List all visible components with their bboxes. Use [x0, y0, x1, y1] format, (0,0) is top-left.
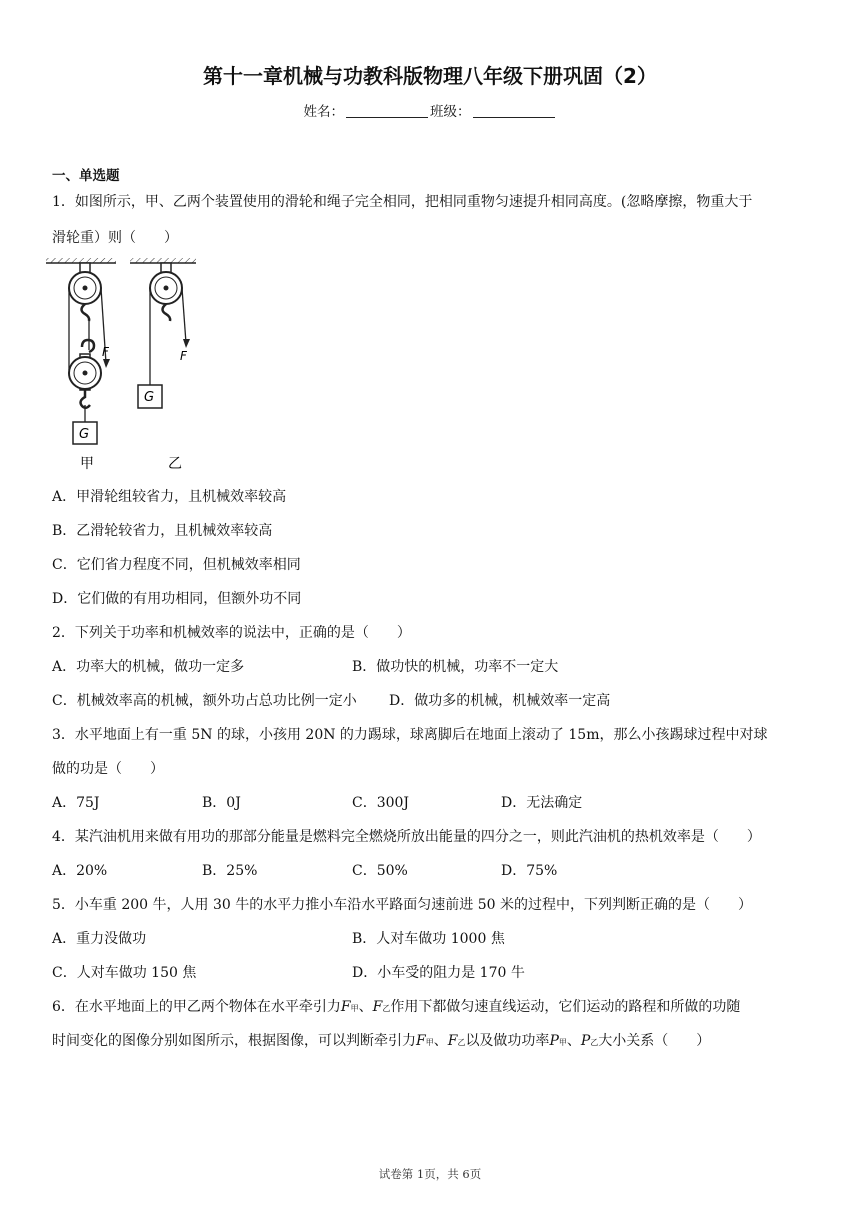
q3-stem-line2: 做的功是（ ）	[52, 761, 164, 777]
figure-label-b: 乙	[168, 456, 182, 472]
q4-option-d[interactable]: D．75%	[501, 863, 558, 879]
q4-stem: 4．某汽油机用来做有用功的那部分能量是燃料完全燃烧所放出能量的四分之一，则此汽油机的热机效率是（ ）	[52, 829, 761, 845]
force-label-b: F	[180, 349, 187, 363]
q5-option-d[interactable]: D．小车受的阻力是 170 牛	[352, 965, 525, 981]
q3-option-a[interactable]: A．75J	[52, 795, 100, 811]
fixed-pulley-b	[150, 263, 182, 321]
fixed-pulley-a	[69, 263, 101, 321]
q2-option-d[interactable]: D．做功多的机械，机械效率一定高	[389, 693, 611, 709]
page-footer: 试卷第 1页，共 6页	[378, 1167, 482, 1181]
q3-option-d[interactable]: D．无法确定	[501, 795, 583, 811]
q1-option-c[interactable]: C．它们省力程度不同，但机械效率相同	[52, 557, 301, 573]
name-field[interactable]	[346, 103, 428, 118]
page-title: 第十一章机械与功教科版物理八年级下册巩固（2）	[203, 64, 657, 88]
q1-stem-line2: 滑轮重）则（ ）	[52, 230, 178, 246]
name-label: 姓名：	[303, 104, 344, 120]
figure-label-a: 甲	[80, 456, 94, 472]
q5-option-a[interactable]: A．重力没做功	[52, 931, 147, 947]
weight-label-b: G	[144, 390, 155, 405]
q1-option-d[interactable]: D．它们做的有用功相同，但额外功不同	[52, 591, 302, 607]
q5-stem: 5．小车重 200 牛，人用 30 牛的水平力推小车沿水平路面匀速前进 50 米的过程中，下列判断正确的是（ ）	[52, 897, 752, 913]
q1-option-b[interactable]: B．乙滑轮较省力，且机械效率较高	[52, 523, 273, 539]
movable-pulley-a	[69, 340, 101, 422]
q1-stem-line1: 1．如图所示，甲、乙两个装置使用的滑轮和绳子完全相同，把相同重物匀速提升相同高度。(忽略摩擦，物重大于	[52, 194, 753, 210]
q3-option-c[interactable]: C．300J	[352, 795, 410, 811]
q3-stem-line1: 3．水平地面上有一重 5N 的球，小孩用 20N 的力踢球，球离脚后在地面上滚动了 15m，那么小孩踢球过程中对球	[52, 727, 768, 743]
q2-option-b[interactable]: B．做功快的机械，功率不一定大	[352, 659, 559, 675]
q1-pulley-figure	[44, 255, 204, 473]
q3-option-b[interactable]: B．0J	[202, 795, 241, 811]
weight-label-a: G	[79, 427, 90, 442]
q4-option-b[interactable]: B．25%	[202, 863, 258, 879]
class-field[interactable]	[473, 103, 555, 118]
force-label-a: F	[102, 345, 109, 359]
q1-option-a[interactable]: A．甲滑轮组较省力，且机械效率较高	[52, 489, 287, 505]
q2-option-c[interactable]: C．机械效率高的机械，额外功占总功比例一定小	[52, 693, 357, 709]
q6-stem-line2: 时间变化的图像分别如图所示，根据图像，可以判断牵引力F甲、F乙以及做功功率P甲、P乙大小关系（ ）	[52, 1033, 711, 1049]
student-info	[0, 100, 860, 120]
section-title: 一、单选题	[52, 168, 120, 184]
q4-option-c[interactable]: C．50%	[352, 863, 408, 879]
q2-option-a[interactable]: A．功率大的机械，做功一定多	[52, 659, 245, 675]
q5-option-b[interactable]: B．人对车做功 1000 焦	[352, 931, 505, 947]
q2-stem: 2．下列关于功率和机械效率的说法中，正确的是（ ）	[52, 625, 411, 641]
q5-option-c[interactable]: C．人对车做功 150 焦	[52, 965, 197, 981]
class-label: 班级：	[430, 104, 471, 120]
q6-stem-line1: 6．在水平地面上的甲乙两个物体在水平牵引力F甲、F乙作用下都做匀速直线运动，它们运动的路程和所做的功随	[52, 999, 741, 1015]
q4-option-a[interactable]: A．20%	[52, 863, 108, 879]
